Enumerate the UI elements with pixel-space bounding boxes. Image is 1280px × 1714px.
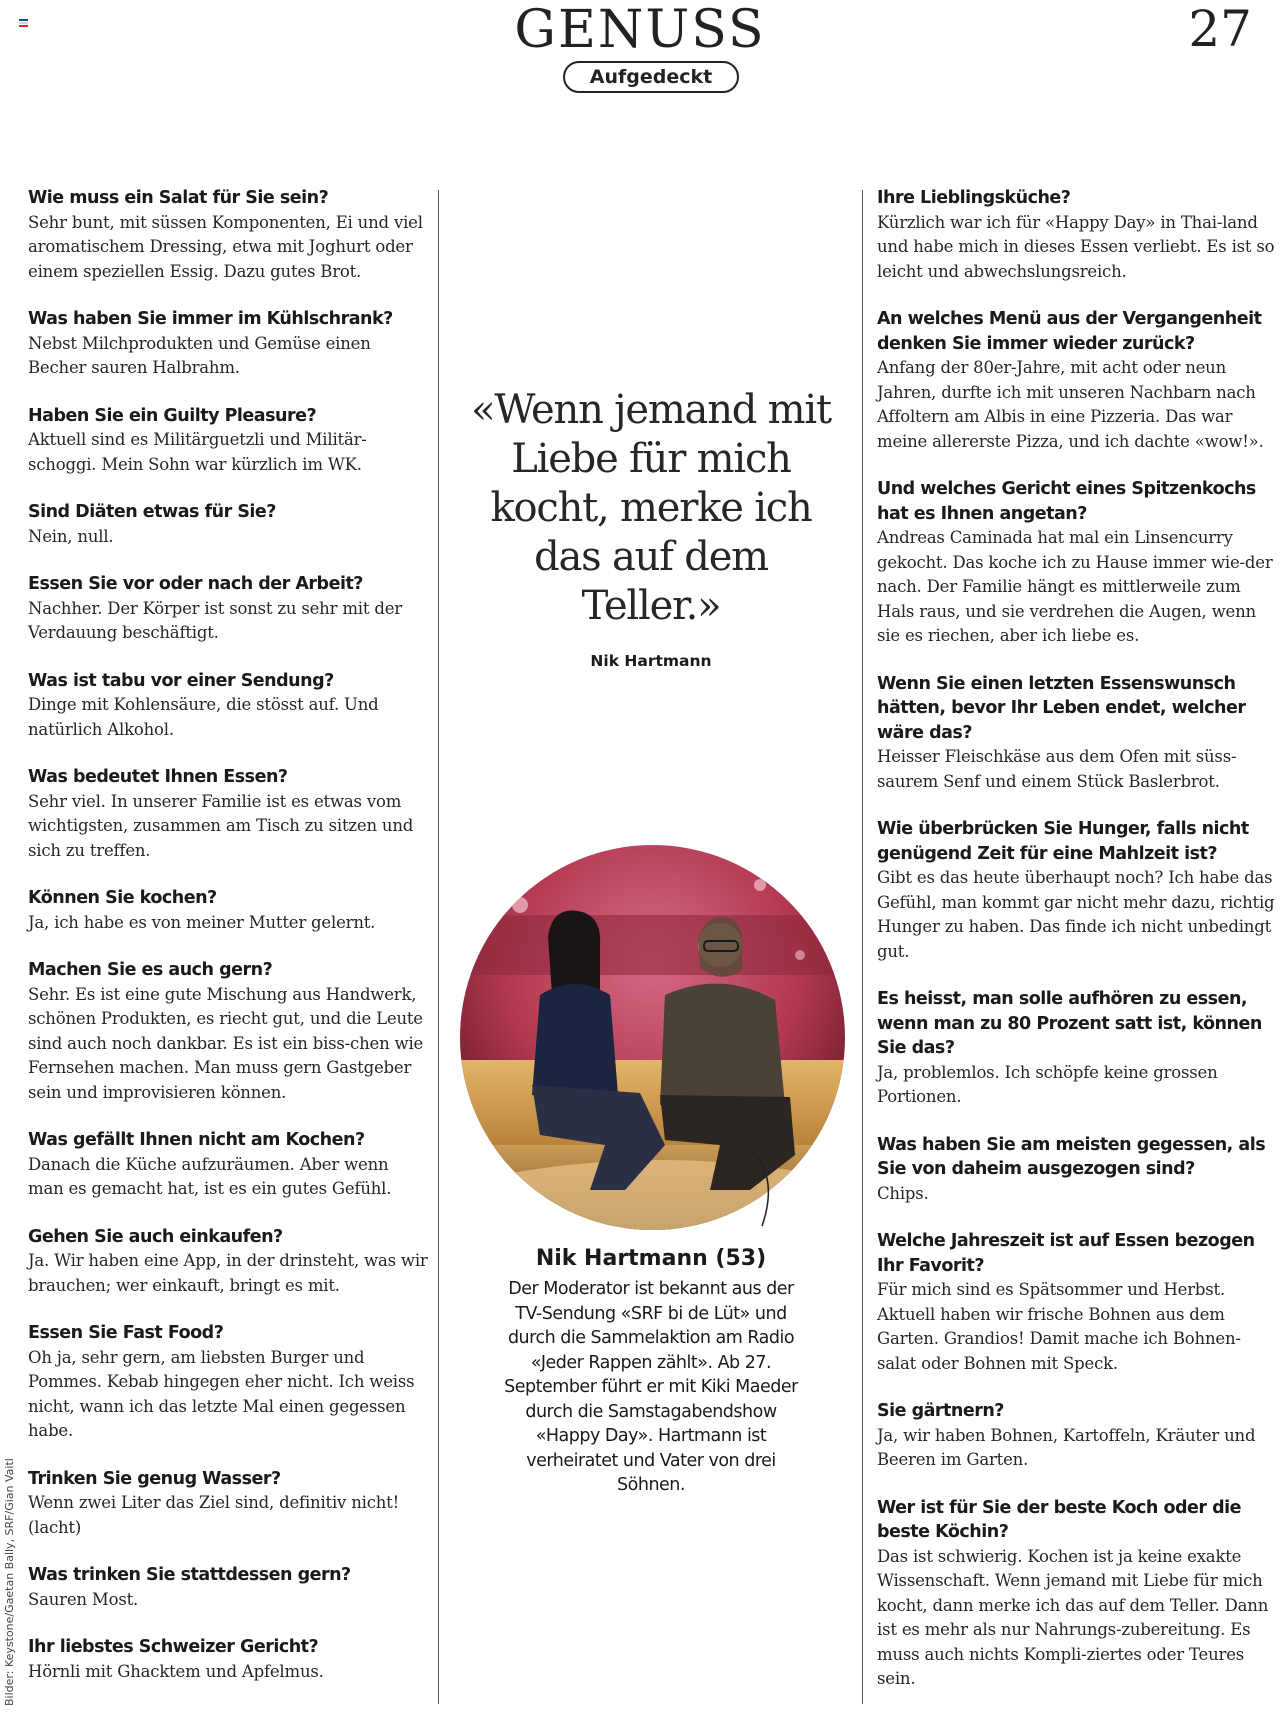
qa-item	[28, 958, 428, 1105]
answer: Ja, problemlos. Ich schöpfe keine grossen Portionen.	[877, 1062, 1218, 1106]
column-divider	[862, 190, 863, 1704]
question: Sind Diäten etwas für Sie?	[28, 502, 276, 522]
answer: Oh ja, sehr gern, am liebsten Burger und Pommes. Kebab hingegen eher nicht. Ich weiss nicht, wann ich das letzte Mal einen gegessen habe.	[28, 1347, 415, 1440]
qa-item	[28, 404, 428, 478]
question: Trinken Sie genug Wasser?	[28, 1468, 281, 1489]
answer: Für mich sind es Spätsommer und Herbst. Aktuell haben wir frische Bohnen aus dem Garten. Grandios! Damit mache ich Bohnen-salat oder Bohnen mit Speck.	[877, 1280, 1241, 1373]
qa-item	[877, 987, 1277, 1110]
question: Was gefällt Ihnen nicht am Kochen?	[28, 1130, 365, 1150]
qa-item	[877, 817, 1277, 964]
answer: Sehr. Es ist eine gute Mischung aus Handwerk, schönen Produkten, es riecht gut, und die Leute sind auch noch dankbar. Es ist ein biss-chen wie Fernsehen machen. Man muss gern Gastgeber sein und improvisieren können.	[28, 984, 424, 1102]
question: Welche Jahreszeit ist auf Essen bezogen Ihr Favorit?	[877, 1231, 1255, 1276]
answer: Nachher. Der Körper ist sonst zu sehr mit der Verdauung beschäftigt.	[28, 598, 402, 642]
qa-item	[28, 1635, 428, 1684]
qa-item	[28, 765, 428, 863]
portrait-photo	[460, 845, 845, 1230]
answer: Kürzlich war ich für «Happy Day» in Thai-land und habe mich in dieses Essen verliebt. Es ist so leicht und abwechslungsreich.	[877, 212, 1275, 281]
question: Wenn Sie einen letzten Essenswunsch hätten, bevor Ihr Leben endet, welcher wäre das?	[877, 673, 1246, 743]
question: Wie überbrücken Sie Hunger, falls nicht genügend Zeit für eine Mahlzeit ist?	[877, 819, 1249, 864]
question: Was trinken Sie stattdessen gern?	[28, 1565, 351, 1585]
qa-item	[28, 669, 428, 743]
qa-item	[28, 1128, 428, 1202]
qa-item	[877, 1229, 1277, 1376]
qa-item	[877, 307, 1277, 454]
qa-item	[877, 477, 1277, 649]
left-interview-column	[28, 186, 428, 1707]
question: Essen Sie vor oder nach der Arbeit?	[28, 574, 363, 594]
answer: Sehr viel. In unserer Familie ist es etwas vom wichtigsten, zusammen am Tisch zu sitzen und sich zu treffen.	[28, 791, 414, 860]
qa-item	[877, 1399, 1277, 1473]
question: Ihr liebstes Schweizer Gericht?	[28, 1637, 319, 1657]
question: Wer ist für Sie der beste Koch oder die beste Köchin?	[877, 1497, 1241, 1542]
answer: Sehr bunt, mit süssen Komponenten, Ei und viel aromatischem Dressing, etwa mit Joghurt oder einem speziellen Essig. Dazu gutes Brot.	[28, 212, 423, 281]
qa-item	[28, 1225, 428, 1299]
answer: Das ist schwierig. Kochen ist ja keine exakte Wissenschaft. Wenn jemand mit Liebe für mich kocht, dann merke ich das auf dem Teller. Dann ist es mehr als nur Nahrungs-zubereitung. Es muss auch nichts Kompli-ziertes oder Teures sein.	[877, 1546, 1269, 1688]
question: Sie gärtnern?	[877, 1401, 1004, 1421]
column-divider	[438, 190, 439, 1704]
photo-credit: Bilder: Keystone/Gaetan Bally, SRF/Gian Vaitl	[3, 1458, 16, 1706]
page-number: 27	[1188, 0, 1252, 58]
caption-pointer-icon	[752, 1150, 782, 1230]
answer: Aktuell sind es Militärguetzli und Militär-schoggi. Mein Sohn war kürzlich im WK.	[28, 430, 367, 474]
answer: Nebst Milchprodukten und Gemüse einen Becher sauren Halbrahm.	[28, 333, 371, 377]
qa-item	[28, 186, 428, 284]
section-title: GENUSS	[514, 0, 766, 60]
question: Was bedeutet Ihnen Essen?	[28, 767, 288, 787]
qa-item	[877, 186, 1277, 284]
qa-item	[877, 672, 1277, 795]
pull-quote: «Wenn jemand mit Liebe für mich kocht, merke ich das auf dem Teller.»	[471, 387, 831, 629]
qa-item	[877, 1133, 1277, 1207]
qa-item	[28, 1563, 428, 1612]
answer: Sauren Most.	[28, 1589, 139, 1609]
question: Ihre Lieblingsküche?	[877, 188, 1071, 208]
question: Können Sie kochen?	[28, 888, 217, 908]
qa-item	[28, 307, 428, 381]
answer: Nein, null.	[28, 526, 114, 546]
answer: Gibt es das heute überhaupt noch? Ich habe das Gefühl, man kommt gar nicht mehr dazu, richtig Hunger zu haben. Das finde ich nicht unbedingt gut.	[877, 868, 1275, 961]
question: Machen Sie es auch gern?	[28, 960, 273, 980]
answer: Anfang der 80er-Jahre, mit acht oder neun Jahren, durfte ich mit unseren Nachbarn nach Affoltern am Albis in eine Pizzeria. Das war meine allererste Pizza, und ich dachte «wow!».	[877, 358, 1264, 451]
bio-text: Der Moderator ist bekannt aus der TV-Sendung «SRF bi de Lüt» und durch die Sammelaktion am Radio «Jeder Rappen zählt». Ab 27. September führt er mit Kiki Maeder durch die Samstagabendshow «Happy Day». Hartmann ist verheiratet und Vater von drei Söhnen.	[504, 1279, 798, 1495]
question: Was haben Sie immer im Kühlschrank?	[28, 309, 393, 329]
question: Was ist tabu vor einer Sendung?	[28, 670, 334, 691]
answer: Wenn zwei Liter das Ziel sind, definitiv nicht! (lacht)	[28, 1493, 400, 1537]
quote-author: Nik Hartmann	[590, 652, 712, 670]
right-interview-column	[877, 186, 1277, 1714]
question: Es heisst, man solle aufhören zu essen, wenn man zu 80 Prozent satt ist, können Sie das?	[877, 989, 1262, 1058]
rubric-badge: Aufgedeckt	[563, 61, 739, 93]
qa-item	[28, 500, 428, 549]
question: Haben Sie ein Guilty Pleasure?	[28, 405, 317, 426]
answer: Danach die Küche aufzuräumen. Aber wenn man es gemacht hat, ist es ein gutes Gefühl.	[28, 1154, 392, 1198]
question: An welches Menü aus der Vergangenheit denken Sie immer wieder zurück?	[877, 309, 1262, 354]
qa-item	[28, 1321, 428, 1444]
question: Was haben Sie am meisten gegessen, als Sie von daheim ausgezogen sind?	[877, 1134, 1266, 1179]
question: Wie muss ein Salat für Sie sein?	[28, 188, 329, 208]
qa-item	[28, 1467, 428, 1541]
answer: Ja, wir haben Bohnen, Kartoffeln, Kräuter und Beeren im Garten.	[877, 1425, 1256, 1469]
qa-item	[28, 572, 428, 646]
question: Und welches Gericht eines Spitzenkochs hat es Ihnen angetan?	[877, 479, 1256, 524]
qa-item	[877, 1496, 1277, 1692]
bio-name: Nik Hartmann (53)	[535, 1246, 767, 1271]
answer: Chips.	[877, 1183, 929, 1203]
answer: Hörnli mit Ghacktem und Apfelmus.	[28, 1661, 324, 1681]
question: Gehen Sie auch einkaufen?	[28, 1226, 283, 1247]
answer: Ja. Wir haben eine App, in der drinsteht, was wir brauchen; wer einkauft, bringt es mit.	[28, 1251, 428, 1295]
question: Essen Sie Fast Food?	[28, 1323, 224, 1343]
answer: Dinge mit Kohlensäure, die stösst auf. Und natürlich Alkohol.	[28, 695, 379, 739]
answer: Ja, ich habe es von meiner Mutter gelernt.	[28, 912, 376, 932]
qa-item	[28, 886, 428, 935]
answer: Heisser Fleischkäse aus dem Ofen mit süss-saurem Senf und einem Stück Baslerbrot.	[877, 747, 1237, 791]
answer: Andreas Caminada hat mal ein Linsencurry gekocht. Das koche ich zu Hause immer wie-der nach. Der Familie hängt es mittlerweile zum Hals raus, und sie verdrehen die Augen, wenn sie es riechen, aber ich liebe es.	[877, 528, 1273, 645]
